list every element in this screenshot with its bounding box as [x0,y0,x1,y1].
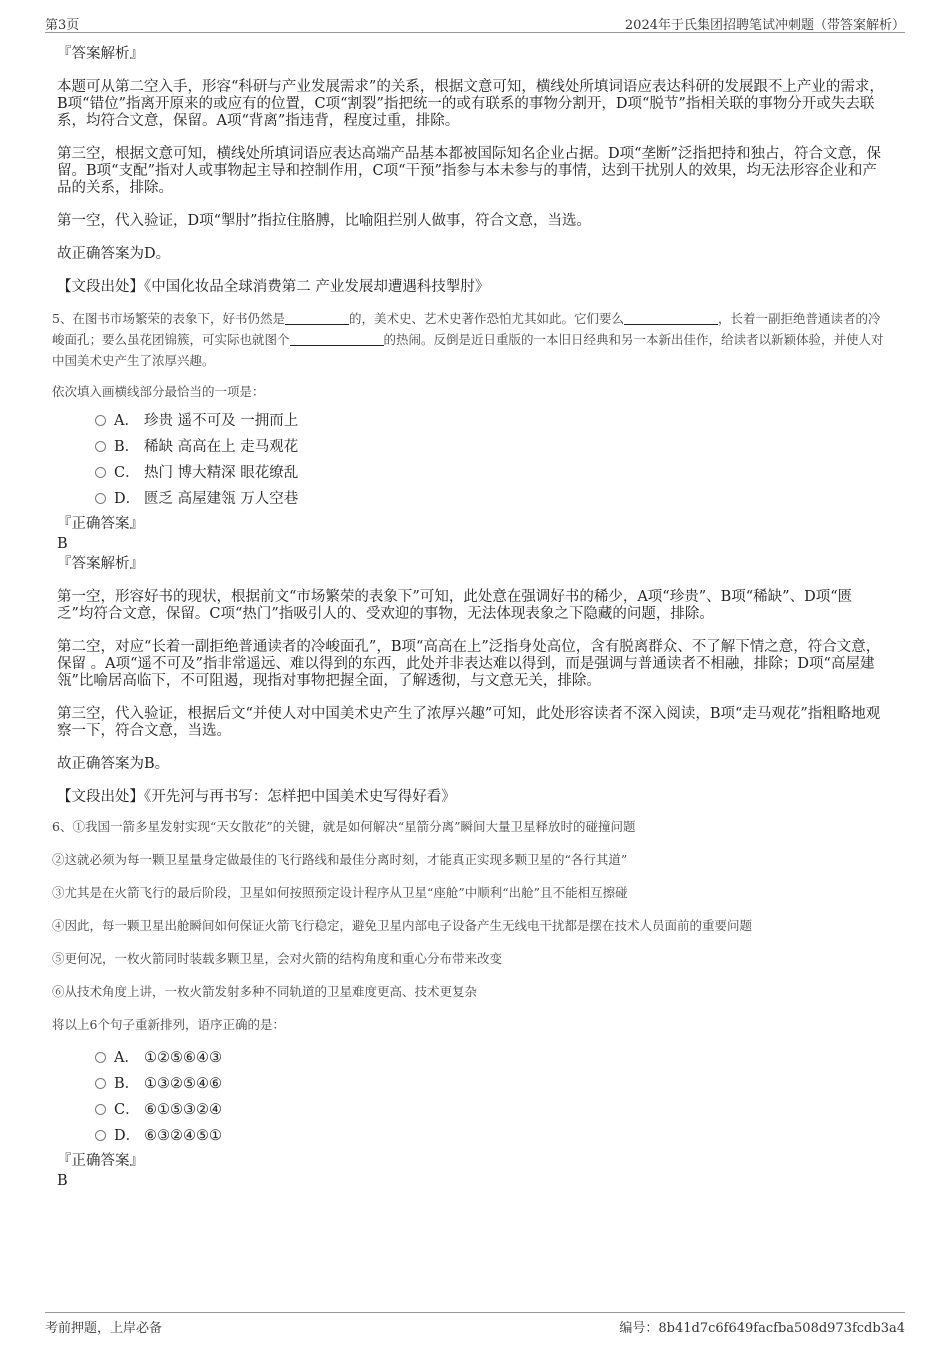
q5-stem-part-3: ，长着一副拒绝普通读者的冷峻面孔；要么虽花团锦簇，可实际也就图个 [52,311,881,347]
q5-stem [52,308,887,371]
q5-explain-para-1: 第一空，形容好书的现状，根据前文“市场繁荣的表象下”可知，此处意在强调好书的稀少，A项“珍贵”、B项“稀缺”、D项“匮乏”均符合文意，保留。C项“热门”指吸引人的、受欢迎的事物，无法体现表象之下隐藏的问题，排除。 [57,589,853,622]
prev-conclusion: 故正确答案为D。 [57,246,171,262]
q6-sentence-2: ②这就必须为每一颗卫星量身定做最佳的飞行路线和最佳分离时刻，才能真正实现多颗卫星的“各行其道” [52,852,628,867]
document-title: 2024年于氏集团招聘笔试冲刺题（带答案解析） [624,18,905,33]
q5-stem-part-4: 的热闹。反倒是近日重版的一本旧日经典和另一本新出佳作，给读者以新颖体验，并使人对中国美术史产生了浓厚兴趣。 [52,332,884,368]
q5-stem-part-1: 5、在图书市场繁荣的表象下，好书仍然是 [52,311,285,326]
q5-conclusion: 故正确答案为B。 [57,756,170,772]
radio-icon[interactable] [95,1052,106,1063]
q5-option-c[interactable]: C． 热门 博大精深 眼花缭乱 [95,460,887,486]
prev-source: 【文段出处】《中国化妆品全球消费第二 产业发展却遭遇科技掣肘》 [57,279,490,295]
radio-icon[interactable] [95,1104,106,1115]
prev-explain-para-2: 第三空，根据文意可知，横线处所填词语应表达高端产品基本都被国际知名企业占据。D项“垄断”泛指把持和独占，符合文意，保留。B项“支配”指对人或事物起主导和控制作用，C项“干预”指参与本未参与的事情，达到干扰别人的效果，均无法形容企业和产品的关系，排除。 [57,146,881,196]
radio-icon[interactable] [95,493,106,504]
q6-sentence-5: ⑤更何况，一枚火箭同时装载多颗卫星，会对火箭的结构角度和重心分布带来改变 [52,951,503,966]
prev-explain-para-3: 第一空，代入验证，D项“掣肘”指拉住胳膊，比喻阻拦别人做事，符合文意，当选。 [57,213,591,229]
q5-source: 【文段出处】《开先河与再书写：怎样把中国美术史写得好看》 [57,789,456,805]
q6-sentence-4: ④因此，每一颗卫星出舱瞬间如何保证火箭飞行稳定，避免卫星内部电子设备产生无线电干扰都是摆在技术人员面前的重要问题 [52,918,753,933]
document-code: 编号：8b41d7c6f649facfba508d973fcdb3a4 [619,1321,905,1336]
prev-explain-title: 『答案解析』 [57,46,144,62]
q6-sentence-6: ⑥从技术角度上讲，一枚火箭发射多种不同轨道的卫星难度更高、技术更复杂 [52,984,478,999]
prev-explain-para-1: 本题可从第二空入手，形容“科研与产业发展需求”的关系，根据文意可知，横线处所填词语应表达科研的发展跟不上产业的需求，B项“错位”指离开原来的或应有的位置，C项“割裂”指把统一的或有联系的事物分割开，D项“脱节”指相关联的事物分开或失去联系，均符合文意，保留。A项“背离”指违背，程度过重，排除。 [57,79,884,129]
q6-option-c[interactable]: C． ⑥①⑤③②④ [95,1097,887,1123]
q5-explain-para-2: 第二空，对应“长着一副拒绝普通读者的冷峻面孔”，B项“高高在上”泛指身处高位，含有脱离群众、不了解下情之意，符合文意， 保留 。A项“遥不可及”指非常遥远、难以得到的东西，此处并非表达难以得到，而是强调与普通读者不相融，排除；D项“高屋建瓴”比喻居高临下，不可阻遏，现指对事物把握全面，了解透彻，与文意无关，排除。 [57,639,881,689]
radio-icon[interactable] [95,1130,106,1141]
q5-blank-3 [290,331,384,346]
q6-sentence-1: 6、①我国一箭多星发射实现“天女散花”的关键，就是如何解决“星箭分离”瞬间大量卫星释放时的碰撞问题 [52,819,636,834]
q6-option-b[interactable]: B． ①③②⑤④⑥ [95,1071,887,1097]
q6-answer: B [57,1173,68,1189]
q5-blank-2 [624,310,718,325]
q5-answer-title: 『正确答案』 [57,516,144,532]
page-content [52,46,887,1190]
q6-prompt: 将以上6个句子重新排列，语序正确的是： [52,1017,285,1032]
page-header [45,12,905,33]
radio-icon[interactable] [95,1078,106,1089]
q5-options [95,408,887,512]
q5-option-d[interactable]: D． 匮乏 高屋建瓴 万人空巷 [95,486,887,512]
page-number: 第3页 [45,18,80,33]
page-footer [45,1312,905,1335]
footer-slogan: 考前押题，上岸必备 [45,1321,163,1336]
q5-option-a[interactable]: A． 珍贵 遥不可及 一拥而上 [95,408,887,434]
q6-option-a[interactable]: A． ①②⑤⑥④③ [95,1045,887,1071]
q6-option-d[interactable]: D． ⑥③②④⑤① [95,1123,887,1149]
radio-icon[interactable] [95,415,106,426]
q6-options [95,1045,887,1149]
q5-stem-part-2: 的，美术史、艺术史著作恐怕尤其如此。它们要么 [348,311,624,326]
q5-blank-1 [285,310,349,325]
radio-icon[interactable] [95,467,106,478]
q5-explain-para-3: 第三空，代入验证，根据后文“并使人对中国美术史产生了浓厚兴趣”可知，此处形容读者不深入阅读，B项“走马观花”指粗略地观察一下，符合文意，当选。 [57,706,881,739]
q6-answer-title: 『正确答案』 [57,1153,144,1169]
q5-prompt: 依次填入画横线部分最恰当的一项是： [52,384,265,399]
q5-option-b[interactable]: B． 稀缺 高高在上 走马观花 [95,434,887,460]
q5-explain-title: 『答案解析』 [57,556,144,572]
q5-answer: B [57,536,68,552]
radio-icon[interactable] [95,441,106,452]
q6-sentence-3: ③尤其是在火箭飞行的最后阶段，卫星如何按照预定设计程序从卫星“座舱”中顺利“出舱”且不能相互擦碰 [52,885,628,900]
